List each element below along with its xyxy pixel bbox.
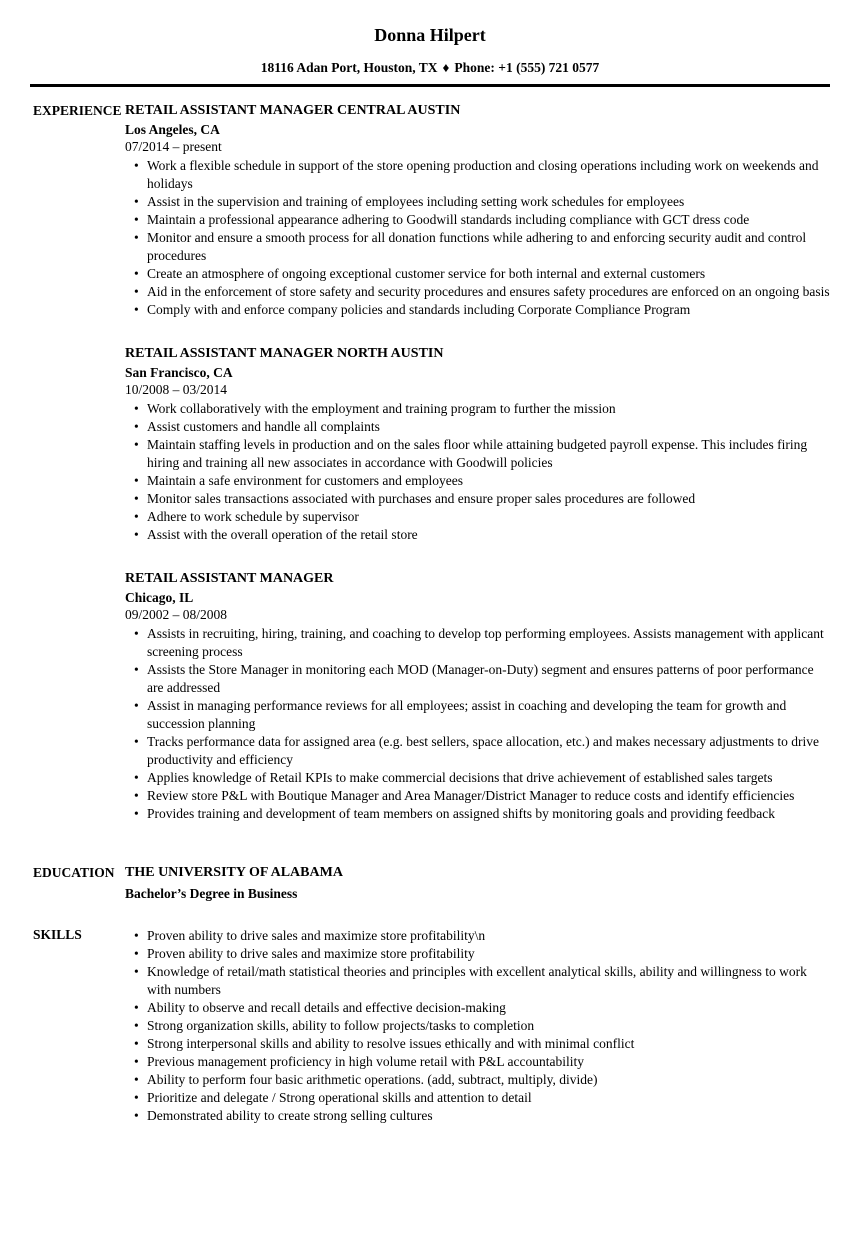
list-item: • Assists the Store Manager in monitoring each MOD (Manager-on-Duty) segment and ensures patterns of poor performance are addressed xyxy=(147,661,832,697)
list-item: • Monitor sales transactions associated with purchases and ensure proper sales procedures are followed xyxy=(147,490,832,508)
list-item: • Strong organization skills, ability to follow projects/tasks to completion xyxy=(147,1017,832,1035)
school-name: THE UNIVERSITY OF ALABAMA xyxy=(125,865,343,880)
list-item: • Assist with the overall operation of the retail store xyxy=(147,526,832,544)
list-item: • Comply with and enforce company policies and standards including Corporate Compliance Program xyxy=(147,301,832,319)
skills-list xyxy=(125,927,832,1125)
list-item: • Aid in the enforcement of store safety and security procedures and ensures safety procedures are enforced on an ongoing basis xyxy=(147,283,832,301)
list-item: • Assist customers and handle all complaints xyxy=(147,418,832,436)
list-item: • Ability to observe and recall details and effective decision-making xyxy=(147,999,832,1017)
list-item: • Maintain a safe environment for customers and employees xyxy=(147,472,832,490)
list-item: • Proven ability to drive sales and maximize store profitability\n xyxy=(147,927,832,945)
job-entry-1 xyxy=(125,101,832,319)
skills-content xyxy=(125,925,860,1125)
list-item: • Demonstrated ability to create strong selling cultures xyxy=(147,1107,832,1125)
job-title: RETAIL ASSISTANT MANAGER NORTH AUSTIN xyxy=(125,346,444,361)
job-dates: 09/2002 – 08/2008 xyxy=(125,607,228,622)
section-experience xyxy=(0,101,860,823)
job-title: RETAIL ASSISTANT MANAGER xyxy=(125,571,334,586)
diamond-separator-icon: ♦ xyxy=(442,60,450,75)
list-item: • Previous management proficiency in high volume retail with P&L accountability xyxy=(147,1053,832,1071)
job-bullets xyxy=(125,400,832,544)
section-label-skills: SKILLS xyxy=(33,927,82,942)
list-item: • Create an atmosphere of ongoing exceptional customer service for both internal and external customers xyxy=(147,265,832,283)
list-item: • Adhere to work schedule by supervisor xyxy=(147,508,832,526)
section-education xyxy=(0,863,860,903)
list-item: • Proven ability to drive sales and maximize store profitability xyxy=(147,945,832,963)
list-item: • Strong interpersonal skills and ability to resolve issues ethically and with minimal conflict xyxy=(147,1035,832,1053)
contact-line xyxy=(0,60,860,75)
section-label-experience: EXPERIENCE xyxy=(33,103,122,118)
job-bullets xyxy=(125,625,832,823)
list-item: • Knowledge of retail/math statistical theories and principles with excellent analytical skills, ability and willingness to work with numbers xyxy=(147,963,832,999)
list-item: • Review store P&L with Boutique Manager and Area Manager/District Manager to reduce costs and identify efficiencies xyxy=(147,787,832,805)
list-item: • Assist in managing performance reviews for all employees; assist in coaching and developing the team for growth and succession planning xyxy=(147,697,832,733)
job-dates: 07/2014 – present xyxy=(125,139,222,154)
list-item: • Prioritize and delegate / Strong operational skills and attention to detail xyxy=(147,1089,832,1107)
experience-content xyxy=(125,101,860,823)
degree-name: Bachelor’s Degree in Business xyxy=(125,886,298,901)
job-title: RETAIL ASSISTANT MANAGER CENTRAL AUSTIN xyxy=(125,103,461,118)
section-skills xyxy=(0,925,860,1125)
phone-text: Phone: +1 (555) 721 0577 xyxy=(454,60,600,75)
list-item: • Provides training and development of team members on assigned shifts by monitoring goals and providing feedback xyxy=(147,805,832,823)
job-location: Los Angeles, CA xyxy=(125,122,220,137)
list-item: • Applies knowledge of Retail KPIs to make commercial decisions that drive achievement of established sales targets xyxy=(147,769,832,787)
section-label-education: EDUCATION xyxy=(33,865,115,880)
job-entry-3 xyxy=(125,569,832,823)
candidate-name: Donna Hilpert xyxy=(374,25,486,45)
list-item: • Monitor and ensure a smooth process for all donation functions while adhering to and enforcing security audit and control procedures xyxy=(147,229,832,265)
list-item: • Assists in recruiting, hiring, training, and coaching to develop top performing employees. Assists management with applicant screening process xyxy=(147,625,832,661)
list-item: • Work a flexible schedule in support of the store opening production and closing operations including work on weekends and holidays xyxy=(147,157,832,193)
education-content xyxy=(125,863,860,903)
list-item: • Assist in the supervision and training of employees including setting work schedules for employees xyxy=(147,193,832,211)
list-item: • Maintain a professional appearance adhering to Goodwill standards including compliance with GCT dress code xyxy=(147,211,832,229)
job-entry-2 xyxy=(125,344,832,544)
address-text: 18116 Adan Port, Houston, TX xyxy=(260,60,438,75)
list-item: • Maintain staffing levels in production and on the sales floor while attaining budgeted payroll expense. This includes firing hiring and training all new associates in accordance with Goodwill policies xyxy=(147,436,832,472)
list-item: • Tracks performance data for assigned area (e.g. best sellers, space allocation, etc.) and makes necessary adjustments to drive productivity and efficiency xyxy=(147,733,832,769)
job-bullets xyxy=(125,157,832,319)
job-dates: 10/2008 – 03/2014 xyxy=(125,382,228,397)
list-item: • Ability to perform four basic arithmetic operations. (add, subtract, multiply, divide) xyxy=(147,1071,832,1089)
list-item: • Work collaboratively with the employment and training program to further the mission xyxy=(147,400,832,418)
job-location: Chicago, IL xyxy=(125,590,194,605)
resume-header xyxy=(0,0,860,75)
job-location: San Francisco, CA xyxy=(125,365,233,380)
header-rule xyxy=(30,84,830,87)
